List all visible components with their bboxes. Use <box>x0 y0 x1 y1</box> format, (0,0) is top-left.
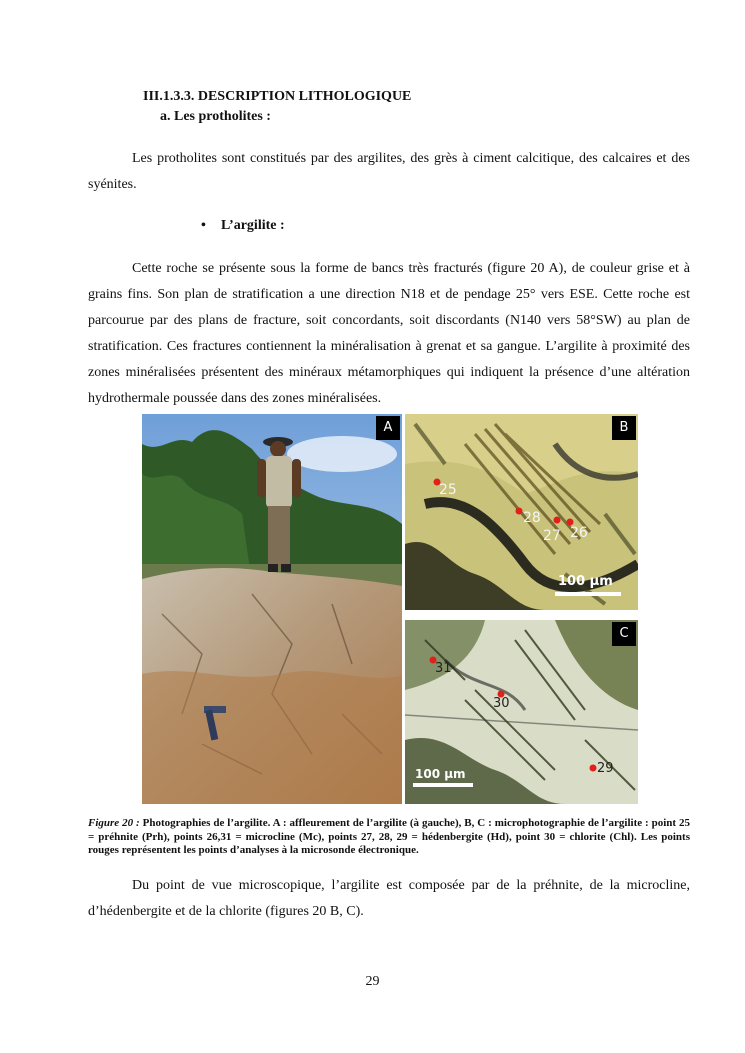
point-label-25: 25 <box>439 482 457 498</box>
figure-20 <box>142 414 638 804</box>
panel-label-c: C <box>612 622 636 646</box>
caption-text: Photographies de l’argilite. A : affleurement de l’argilite (à gauche), B, C : microphotographie de l’argilite : point 25 = préhnite (Prh), points 26,31 = microcline (Mc), points 27, 28, 29 = hédenbergite (Hd), point 30 = chlorite (Chl). Les points rouges représentent les points d’analyses à la microsonde électronique. <box>88 817 691 856</box>
figure-caption <box>88 817 690 858</box>
point-label-27: 27 <box>543 528 561 544</box>
intro-paragraph: Les protholites sont constitués par des argilites, des grès à ciment calcitique, des calcaires et des syénites. <box>88 151 690 192</box>
subsection-heading: a. Les protholites : <box>160 109 271 124</box>
page-number: 29 <box>365 974 380 989</box>
caption-label: Figure 20 : <box>88 817 140 829</box>
photo-outcrop <box>142 414 402 804</box>
point-label-29: 29 <box>597 761 614 776</box>
point-label-31: 31 <box>435 661 452 676</box>
section-heading: III.1.3.3. DESCRIPTION LITHOLOGIQUE <box>143 89 412 104</box>
bullet-symbol: • <box>201 218 206 233</box>
scale-bar-c <box>413 783 473 787</box>
panel-label-a: A <box>376 416 400 440</box>
microscopic-paragraph: Du point de vue microscopique, l’argilite est composée par de la préhnite, de la microcline, d’hédenbergite et de la chlorite (figures 20 B, C). <box>88 878 690 919</box>
point-label-30: 30 <box>493 696 510 711</box>
scale-label-c: 100 µm <box>415 767 466 781</box>
micrograph-c <box>405 620 638 804</box>
point-label-26: 26 <box>570 525 588 541</box>
argilite-paragraph: Cette roche se présente sous la forme de bancs très fracturés (figure 20 A), de couleur grise et à grains fins. Son plan de stratification a une direction N18 et de pendage 25° vers ESE. Cette roche est parcourue par des plans de fracture, soit concordants, soit discordants (N140 vers 58°SW) au plan de stratification. Ces fractures contiennent la minéralisation à grenat et sa gangue. L’argilite à proximité des zones minéralisées présentent des minéraux métamorphiques qui indiquent la présence d’une altération hydrothermale poussée dans des zones minéralisées. <box>88 261 690 406</box>
bullet-heading <box>201 218 285 234</box>
micrograph-b <box>405 414 638 610</box>
point-label-28: 28 <box>523 510 541 526</box>
panel-label-b: B <box>612 416 636 440</box>
scale-bar-b <box>555 592 621 596</box>
scale-label-b: 100 µm <box>558 574 613 589</box>
bullet-text: L’argilite : <box>221 218 285 233</box>
